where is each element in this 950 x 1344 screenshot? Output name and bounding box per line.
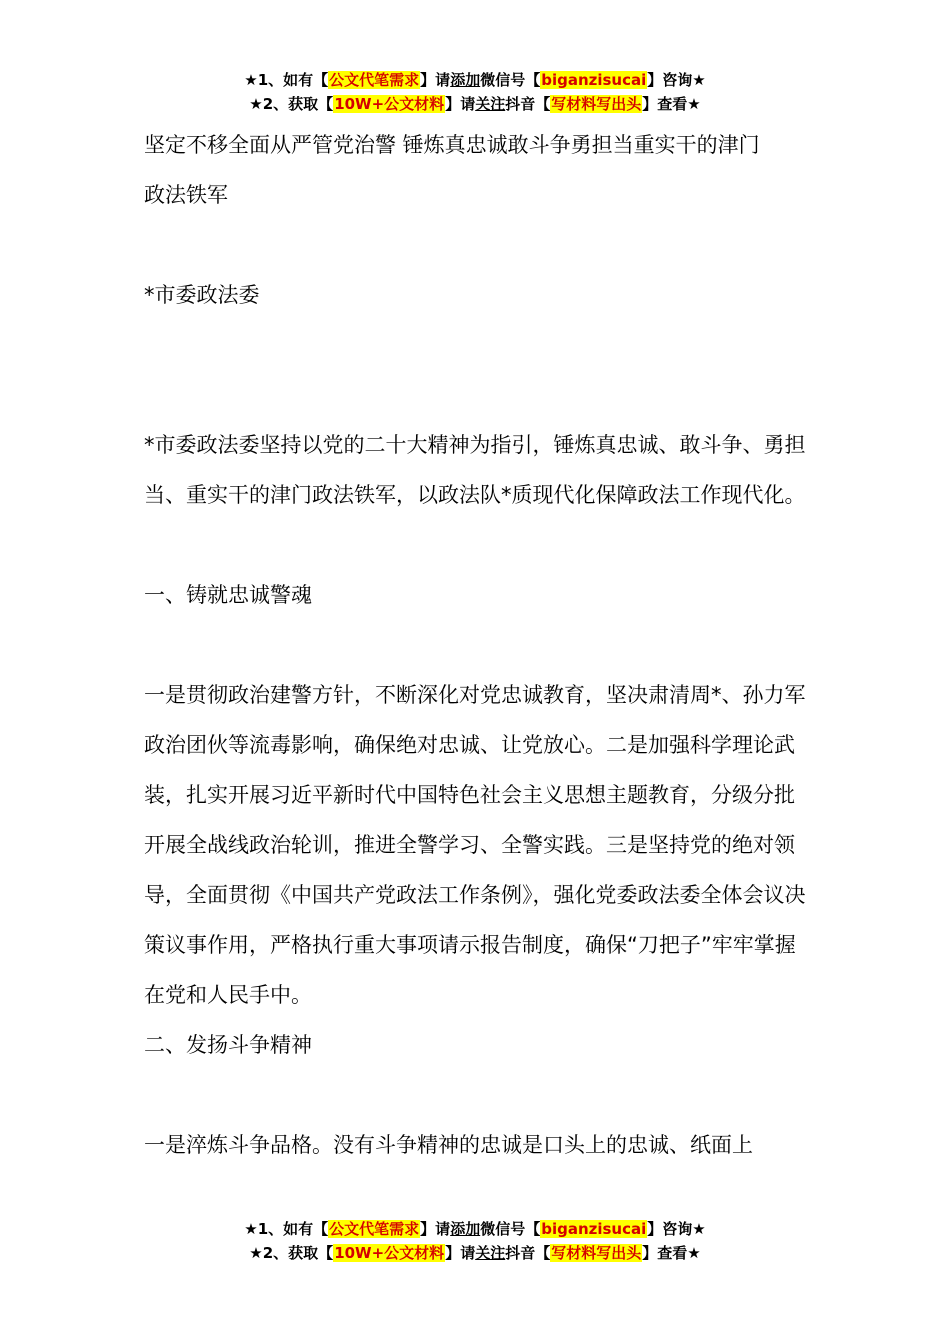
section-2-body: 一是淬炼斗争品格。没有斗争精神的忠诚是口头上的忠诚、纸面上 <box>144 1133 753 1157</box>
banner-text: ★1、如有【 <box>244 71 329 89</box>
banner-highlight: 10W+公文材料 <box>334 95 445 113</box>
spacer <box>144 520 810 570</box>
banner-highlight: 10W+公文材料 <box>334 1244 445 1262</box>
banner-underlined-text: 添加 <box>450 1220 481 1238</box>
banner-highlight: biganzisucai <box>541 1220 647 1238</box>
section-1-heading: 一、铸就忠诚警魂 <box>144 583 312 607</box>
banner-line-1 <box>0 68 950 92</box>
document-title-line-2: 政法铁军 <box>144 183 228 207</box>
banner-text: 】请 <box>445 95 476 113</box>
section-2-heading: 二、发扬斗争精神 <box>144 1033 312 1057</box>
top-banner <box>0 68 950 116</box>
banner-text: 】咨询★ <box>647 71 706 89</box>
banner-underlined-text: 添加 <box>450 71 481 89</box>
banner-text: 】咨询★ <box>647 1220 706 1238</box>
banner-text: 】请 <box>420 1220 451 1238</box>
banner-line-2 <box>0 1241 950 1265</box>
document-title-line-1: 坚定不移全面从严管党治警 锤炼真忠诚敢斗争勇担当重实干的津门 <box>144 133 760 157</box>
banner-underlined-text: 关注 <box>475 95 506 113</box>
banner-text: 微信号【 <box>480 71 541 89</box>
banner-text: 】查看★ <box>642 95 701 113</box>
banner-text: 】请 <box>420 71 451 89</box>
banner-underlined-text: 关注 <box>475 1244 506 1262</box>
spacer <box>144 320 810 420</box>
banner-highlight: 公文代笔需求 <box>329 1220 420 1238</box>
banner-text: 抖音【 <box>505 95 551 113</box>
banner-highlight: biganzisucai <box>541 71 647 89</box>
bottom-banner <box>0 1217 950 1265</box>
section-1-body: 一是贯彻政治建警方针，不断深化对党忠诚教育，坚决肃清周*、孙力军政治团伙等流毒影响，确保绝对忠诚、让党放心。二是加强科学理论武装，扎实开展习近平新时代中国特色社会主义思想主题教育，分级分批开展全战线政治轮训，推进全警学习、全警实践。三是坚持党的绝对领导，全面贯彻《中国共产党政法工作条例》，强化党委政法委全体会议决策议事作用，严格执行重大事项请示报告制度，确保“刀把子”牢牢掌握在党和人民手中。 <box>144 683 806 1007</box>
banner-line-2 <box>0 92 950 116</box>
banner-text: 】请 <box>445 1244 476 1262</box>
banner-text: 微信号【 <box>480 1220 541 1238</box>
banner-text: 】查看★ <box>642 1244 701 1262</box>
banner-line-1 <box>0 1217 950 1241</box>
document-author: *市委政法委 <box>144 283 260 307</box>
banner-highlight: 公文代笔需求 <box>329 71 420 89</box>
banner-text: ★2、获取【 <box>249 95 334 113</box>
banner-highlight: 写材料写出头 <box>551 1244 642 1262</box>
banner-text: ★1、如有【 <box>244 1220 329 1238</box>
intro-paragraph: *市委政法委坚持以党的二十大精神为指引，锤炼真忠诚、敢斗争、勇担当、重实干的津门政法铁军，以政法队*质现代化保障政法工作现代化。 <box>144 433 806 507</box>
banner-highlight: 写材料写出头 <box>551 95 642 113</box>
banner-text: 抖音【 <box>505 1244 551 1262</box>
spacer <box>144 620 810 670</box>
document-body <box>144 120 810 1170</box>
spacer <box>144 1070 810 1120</box>
banner-text: ★2、获取【 <box>249 1244 334 1262</box>
spacer <box>144 220 810 270</box>
